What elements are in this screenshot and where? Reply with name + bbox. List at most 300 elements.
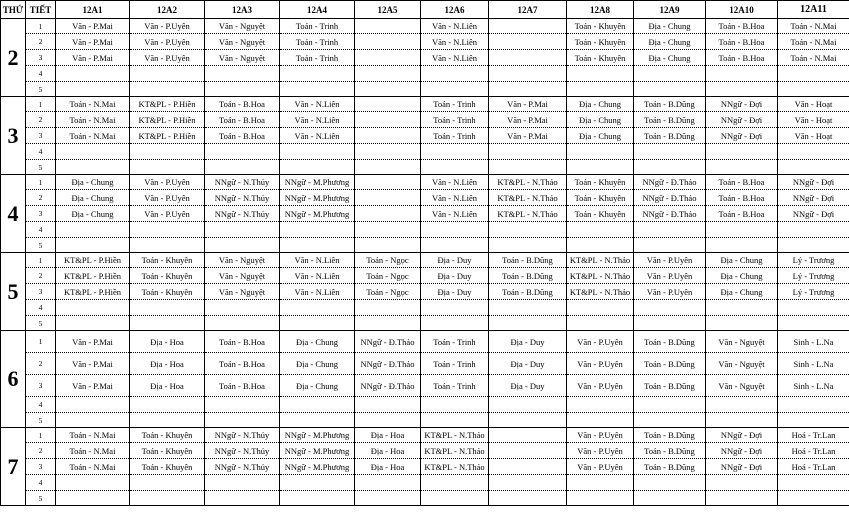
period-number: 3 [26,50,56,66]
lesson-cell: NNgữ - Đợi [706,459,778,475]
lesson-cell: Toán - B.Hoa [706,190,778,206]
lesson-cell: Văn - P.Mai [56,19,130,34]
lesson-cell: Văn - N.Liên [421,206,489,222]
lesson-cell: NNgữ - Đợi [778,175,849,190]
lesson-cell [56,316,130,331]
lesson-cell [778,300,849,316]
lesson-cell: Địa - Chung [567,97,634,112]
lesson-cell [489,82,567,97]
lesson-cell [778,491,849,506]
lesson-cell [567,397,634,413]
lesson-cell: NNgữ - M.Phương [280,443,355,459]
lesson-cell [421,300,489,316]
lesson-cell: Lý - Trương [778,268,849,284]
lesson-cell [421,475,489,491]
lesson-cell [56,397,130,413]
lesson-cell [567,413,634,428]
lesson-cell: NNgữ - Đợi [706,97,778,112]
lesson-cell: NNgữ - N.Thủy [205,459,280,475]
lesson-cell: Văn - Nguyệt [205,284,280,300]
lesson-cell [421,238,489,253]
period-row [1,160,849,175]
lesson-cell [706,222,778,238]
lesson-cell: Văn - N.Liên [421,34,489,50]
lesson-cell [280,491,355,506]
lesson-cell: NNgữ - N.Thủy [205,175,280,190]
lesson-cell: Địa - Chung [706,284,778,300]
lesson-cell: Văn - Nguyệt [205,268,280,284]
lesson-cell: Địa - Chung [280,331,355,353]
period-number: 5 [26,238,56,253]
lesson-cell: Địa - Hoa [130,353,205,375]
lesson-cell [280,222,355,238]
lesson-cell [634,491,706,506]
lesson-cell [489,428,567,443]
period-row [1,206,849,222]
lesson-cell [355,112,421,128]
day-label: 2 [1,19,26,97]
period-number: 1 [26,428,56,443]
period-number: 4 [26,397,56,413]
lesson-cell: Toán - B.Dũng [634,353,706,375]
period-row [1,428,849,443]
lesson-cell [355,175,421,190]
lesson-cell [634,316,706,331]
period-number: 3 [26,128,56,144]
lesson-cell: Toán - Trinh [280,50,355,66]
lesson-cell: NNgữ - Đợi [706,443,778,459]
lesson-cell: Toán - N.Mai [778,50,849,66]
lesson-cell: Văn - Hoạt [778,128,849,144]
lesson-cell [489,238,567,253]
period-row [1,238,849,253]
lesson-cell: Toán - Trinh [280,19,355,34]
header-day: THỨ [1,1,26,19]
lesson-cell: Toán - Trinh [421,353,489,375]
lesson-cell: Địa - Chung [567,112,634,128]
lesson-cell [280,316,355,331]
lesson-cell: Toán - B.Dũng [634,443,706,459]
lesson-cell: Toán - Khuyên [567,175,634,190]
lesson-cell [205,160,280,175]
period-row [1,175,849,190]
lesson-cell: Địa - Chung [706,253,778,268]
lesson-cell [421,222,489,238]
lesson-cell [567,160,634,175]
period-number: 5 [26,413,56,428]
lesson-cell [205,491,280,506]
period-number: 3 [26,459,56,475]
lesson-cell: Văn - P.Uyên [567,353,634,375]
lesson-cell [778,238,849,253]
period-row [1,97,849,112]
lesson-cell [355,397,421,413]
day-label: 3 [1,97,26,175]
period-number: 4 [26,66,56,82]
lesson-cell [489,222,567,238]
lesson-cell: Địa - Chung [706,268,778,284]
lesson-cell [567,475,634,491]
period-row [1,268,849,284]
period-number: 5 [26,82,56,97]
lesson-cell: Toán - B.Dũng [634,112,706,128]
lesson-cell: Toán - Trinh [421,375,489,397]
lesson-cell: KT&PL - P.Hiền [130,112,205,128]
lesson-cell: Toán - B.Hoa [205,353,280,375]
lesson-cell: Toán - Ngọc [355,284,421,300]
lesson-cell [706,66,778,82]
lesson-cell: NNgữ - Đ.Thảo [355,353,421,375]
lesson-cell: Toán - B.Hoa [706,206,778,222]
lesson-cell [56,491,130,506]
period-row [1,413,849,428]
lesson-cell: NNgữ - M.Phương [280,459,355,475]
lesson-cell [205,238,280,253]
lesson-cell [56,475,130,491]
lesson-cell: Văn - P.Uyên [130,19,205,34]
header-class: 12A11 [778,1,849,19]
lesson-cell: Toán - N.Mai [56,128,130,144]
lesson-cell [421,82,489,97]
lesson-cell: Toán - N.Mai [778,19,849,34]
lesson-cell [205,316,280,331]
lesson-cell: Toán - B.Dũng [489,253,567,268]
period-row [1,128,849,144]
lesson-cell [355,475,421,491]
lesson-cell [634,144,706,160]
lesson-cell: Văn - P.Uyên [634,284,706,300]
lesson-cell [778,160,849,175]
lesson-cell: Văn - P.Uyên [130,34,205,50]
period-row [1,397,849,413]
lesson-cell: Toán - Khuyên [567,19,634,34]
lesson-cell [778,222,849,238]
lesson-cell [489,66,567,82]
lesson-cell [634,397,706,413]
lesson-cell: Toán - Ngọc [355,253,421,268]
lesson-cell: NNgữ - M.Phương [280,175,355,190]
lesson-cell [130,160,205,175]
period-row [1,144,849,160]
lesson-cell: Địa - Duy [421,284,489,300]
lesson-cell [355,50,421,66]
lesson-cell: Toán - B.Dũng [634,97,706,112]
lesson-cell: Văn - N.Liên [421,19,489,34]
lesson-cell: Địa - Duy [489,375,567,397]
lesson-cell: Toán - Ngọc [355,268,421,284]
lesson-cell [355,97,421,112]
lesson-cell: Văn - N.Liên [280,128,355,144]
lesson-cell: Văn - P.Uyên [130,50,205,66]
period-number: 3 [26,375,56,397]
lesson-cell [778,475,849,491]
lesson-cell [489,316,567,331]
lesson-cell [130,413,205,428]
lesson-cell: Toán - B.Hoa [706,34,778,50]
period-row [1,375,849,397]
lesson-cell [489,300,567,316]
header-period: TIẾT [26,1,56,19]
lesson-cell [355,66,421,82]
lesson-cell [489,413,567,428]
lesson-cell: KT&PL - P.Hiền [130,128,205,144]
lesson-cell [567,222,634,238]
lesson-cell [130,144,205,160]
lesson-cell: Địa - Chung [567,128,634,144]
period-row [1,459,849,475]
lesson-cell: KT&PL - N.Thảo [567,268,634,284]
lesson-cell: NNgữ - Đ.Thảo [355,375,421,397]
lesson-cell [706,397,778,413]
period-number: 2 [26,353,56,375]
lesson-cell [56,222,130,238]
lesson-cell [56,300,130,316]
lesson-cell [355,222,421,238]
lesson-cell [489,475,567,491]
period-number: 1 [26,331,56,353]
lesson-cell: Toán - N.Mai [778,34,849,50]
lesson-cell [355,491,421,506]
lesson-cell [130,475,205,491]
lesson-cell: Văn - N.Liên [280,253,355,268]
lesson-cell [489,50,567,66]
period-row [1,475,849,491]
lesson-cell [130,316,205,331]
lesson-cell: NNgữ - Đ.Thảo [634,175,706,190]
lesson-cell: Văn - N.Liên [280,112,355,128]
lesson-cell [634,475,706,491]
header-class: 12A4 [280,1,355,19]
period-number: 1 [26,175,56,190]
lesson-cell [280,475,355,491]
header-class: 12A2 [130,1,205,19]
lesson-cell [489,491,567,506]
lesson-cell: KT&PL - N.Thảo [421,459,489,475]
lesson-cell: Địa - Hoa [355,428,421,443]
lesson-cell: Toán - B.Dũng [634,428,706,443]
lesson-cell [489,34,567,50]
period-number: 5 [26,491,56,506]
lesson-cell [56,82,130,97]
lesson-cell [706,491,778,506]
lesson-cell: KT&PL - N.Thảo [489,206,567,222]
lesson-cell: Văn - P.Uyên [567,331,634,353]
lesson-cell: Toán - N.Mai [56,97,130,112]
lesson-cell: KT&PL - P.Hiền [56,253,130,268]
lesson-cell: Hoá - Tr.Lan [778,443,849,459]
lesson-cell [56,160,130,175]
lesson-cell [355,144,421,160]
lesson-cell: Văn - Nguyệt [706,353,778,375]
header-class: 12A1 [56,1,130,19]
lesson-cell: Toán - B.Hoa [205,112,280,128]
lesson-cell: Toán - Trinh [421,331,489,353]
lesson-cell [130,397,205,413]
lesson-cell: Văn - Nguyệt [205,50,280,66]
header-class: 12A3 [205,1,280,19]
lesson-cell: Toán - B.Hoa [706,175,778,190]
lesson-cell: Văn - N.Liên [280,97,355,112]
lesson-cell: KT&PL - N.Thảo [489,175,567,190]
lesson-cell [634,413,706,428]
period-row [1,331,849,353]
lesson-cell: Địa - Duy [489,353,567,375]
lesson-cell: Văn - P.Mai [489,97,567,112]
lesson-cell: NNgữ - M.Phương [280,206,355,222]
lesson-cell: Toán - B.Hoa [706,50,778,66]
lesson-cell: Địa - Chung [634,50,706,66]
lesson-cell [280,413,355,428]
lesson-cell [280,238,355,253]
lesson-cell: Văn - P.Uyên [130,206,205,222]
header-class: 12A10 [706,1,778,19]
lesson-cell [567,238,634,253]
lesson-cell [205,397,280,413]
lesson-cell: Toán - Khuyên [567,190,634,206]
lesson-cell: Văn - Hoạt [778,112,849,128]
period-row [1,284,849,300]
lesson-cell [489,459,567,475]
lesson-cell [567,144,634,160]
lesson-cell: Địa - Duy [421,268,489,284]
lesson-cell [130,66,205,82]
lesson-cell: Hoá - Tr.Lan [778,459,849,475]
lesson-cell: Địa - Hoa [130,331,205,353]
period-number: 4 [26,475,56,491]
lesson-cell: Toán - N.Mai [56,459,130,475]
lesson-cell [567,82,634,97]
lesson-cell [778,82,849,97]
lesson-cell [205,413,280,428]
period-number: 4 [26,300,56,316]
period-number: 3 [26,284,56,300]
lesson-cell [489,144,567,160]
lesson-cell: Văn - P.Mai [56,331,130,353]
lesson-cell: Địa - Chung [56,206,130,222]
lesson-cell: Văn - Nguyệt [706,331,778,353]
period-row [1,19,849,34]
lesson-cell [421,413,489,428]
period-row [1,112,849,128]
lesson-cell [421,316,489,331]
period-number: 2 [26,34,56,50]
period-number: 3 [26,206,56,222]
lesson-cell: Văn - P.Mai [56,34,130,50]
lesson-cell: Toán - Khuyên [130,428,205,443]
lesson-cell: Toán - Khuyên [130,284,205,300]
lesson-cell [489,397,567,413]
lesson-cell: Lý - Trương [778,253,849,268]
lesson-cell: Văn - P.Mai [56,353,130,375]
lesson-cell: NNgữ - Đợi [706,428,778,443]
lesson-cell [355,82,421,97]
period-number: 5 [26,316,56,331]
lesson-cell: Toán - B.Dũng [634,459,706,475]
lesson-cell [280,160,355,175]
lesson-cell: Toán - Trinh [421,128,489,144]
lesson-cell: Địa - Chung [634,34,706,50]
lesson-cell [280,66,355,82]
timetable-header [1,1,849,19]
lesson-cell [280,300,355,316]
lesson-cell [355,128,421,144]
lesson-cell: Toán - Trinh [421,97,489,112]
lesson-cell: Văn - N.Liên [280,268,355,284]
lesson-cell [355,160,421,175]
period-row [1,316,849,331]
period-number: 2 [26,268,56,284]
lesson-cell [56,238,130,253]
lesson-cell: Địa - Duy [489,331,567,353]
lesson-cell [634,160,706,175]
period-row [1,300,849,316]
lesson-cell: Địa - Hoa [130,375,205,397]
day-label: 4 [1,175,26,253]
lesson-cell [489,160,567,175]
header-class: 12A7 [489,1,567,19]
period-number: 5 [26,160,56,175]
period-number: 4 [26,222,56,238]
lesson-cell: Văn - Nguyệt [706,375,778,397]
lesson-cell: Toán - B.Hoa [205,375,280,397]
lesson-cell [634,82,706,97]
lesson-cell: KT&PL - N.Thảo [421,443,489,459]
lesson-cell: Toán - Khuyên [130,268,205,284]
lesson-cell: Toán - B.Dũng [634,375,706,397]
lesson-cell: Địa - Duy [421,253,489,268]
lesson-cell [634,300,706,316]
period-row [1,82,849,97]
lesson-cell [355,413,421,428]
lesson-cell: NNgữ - Đ.Thảo [355,331,421,353]
lesson-cell: Toán - B.Dũng [489,284,567,300]
lesson-cell [567,66,634,82]
lesson-cell: KT&PL - N.Thảo [567,284,634,300]
lesson-cell [706,316,778,331]
period-row [1,253,849,268]
lesson-cell [634,238,706,253]
lesson-cell: Văn - P.Uyên [567,428,634,443]
lesson-cell: Văn - P.Mai [56,50,130,66]
lesson-cell: Toán - Trinh [280,34,355,50]
lesson-cell: KT&PL - P.Hiền [56,268,130,284]
lesson-cell: Địa - Hoa [355,443,421,459]
lesson-cell [130,82,205,97]
period-number: 1 [26,253,56,268]
lesson-cell: Hoá - Tr.Lan [778,428,849,443]
lesson-cell: Toán - Khuyên [130,459,205,475]
lesson-cell: Địa - Chung [56,175,130,190]
period-number: 2 [26,443,56,459]
lesson-cell [421,160,489,175]
lesson-cell [706,300,778,316]
lesson-cell: Lý - Trương [778,284,849,300]
period-number: 1 [26,97,56,112]
lesson-cell: Văn - N.Liên [421,175,489,190]
lesson-cell [355,19,421,34]
lesson-cell [567,491,634,506]
lesson-cell [421,397,489,413]
header-class: 12A5 [355,1,421,19]
lesson-cell [778,316,849,331]
period-row [1,353,849,375]
lesson-cell: Văn - Nguyệt [205,19,280,34]
lesson-cell: Địa - Chung [56,190,130,206]
lesson-cell [706,82,778,97]
period-row [1,34,849,50]
period-row [1,443,849,459]
lesson-cell: NNgữ - N.Thủy [205,428,280,443]
